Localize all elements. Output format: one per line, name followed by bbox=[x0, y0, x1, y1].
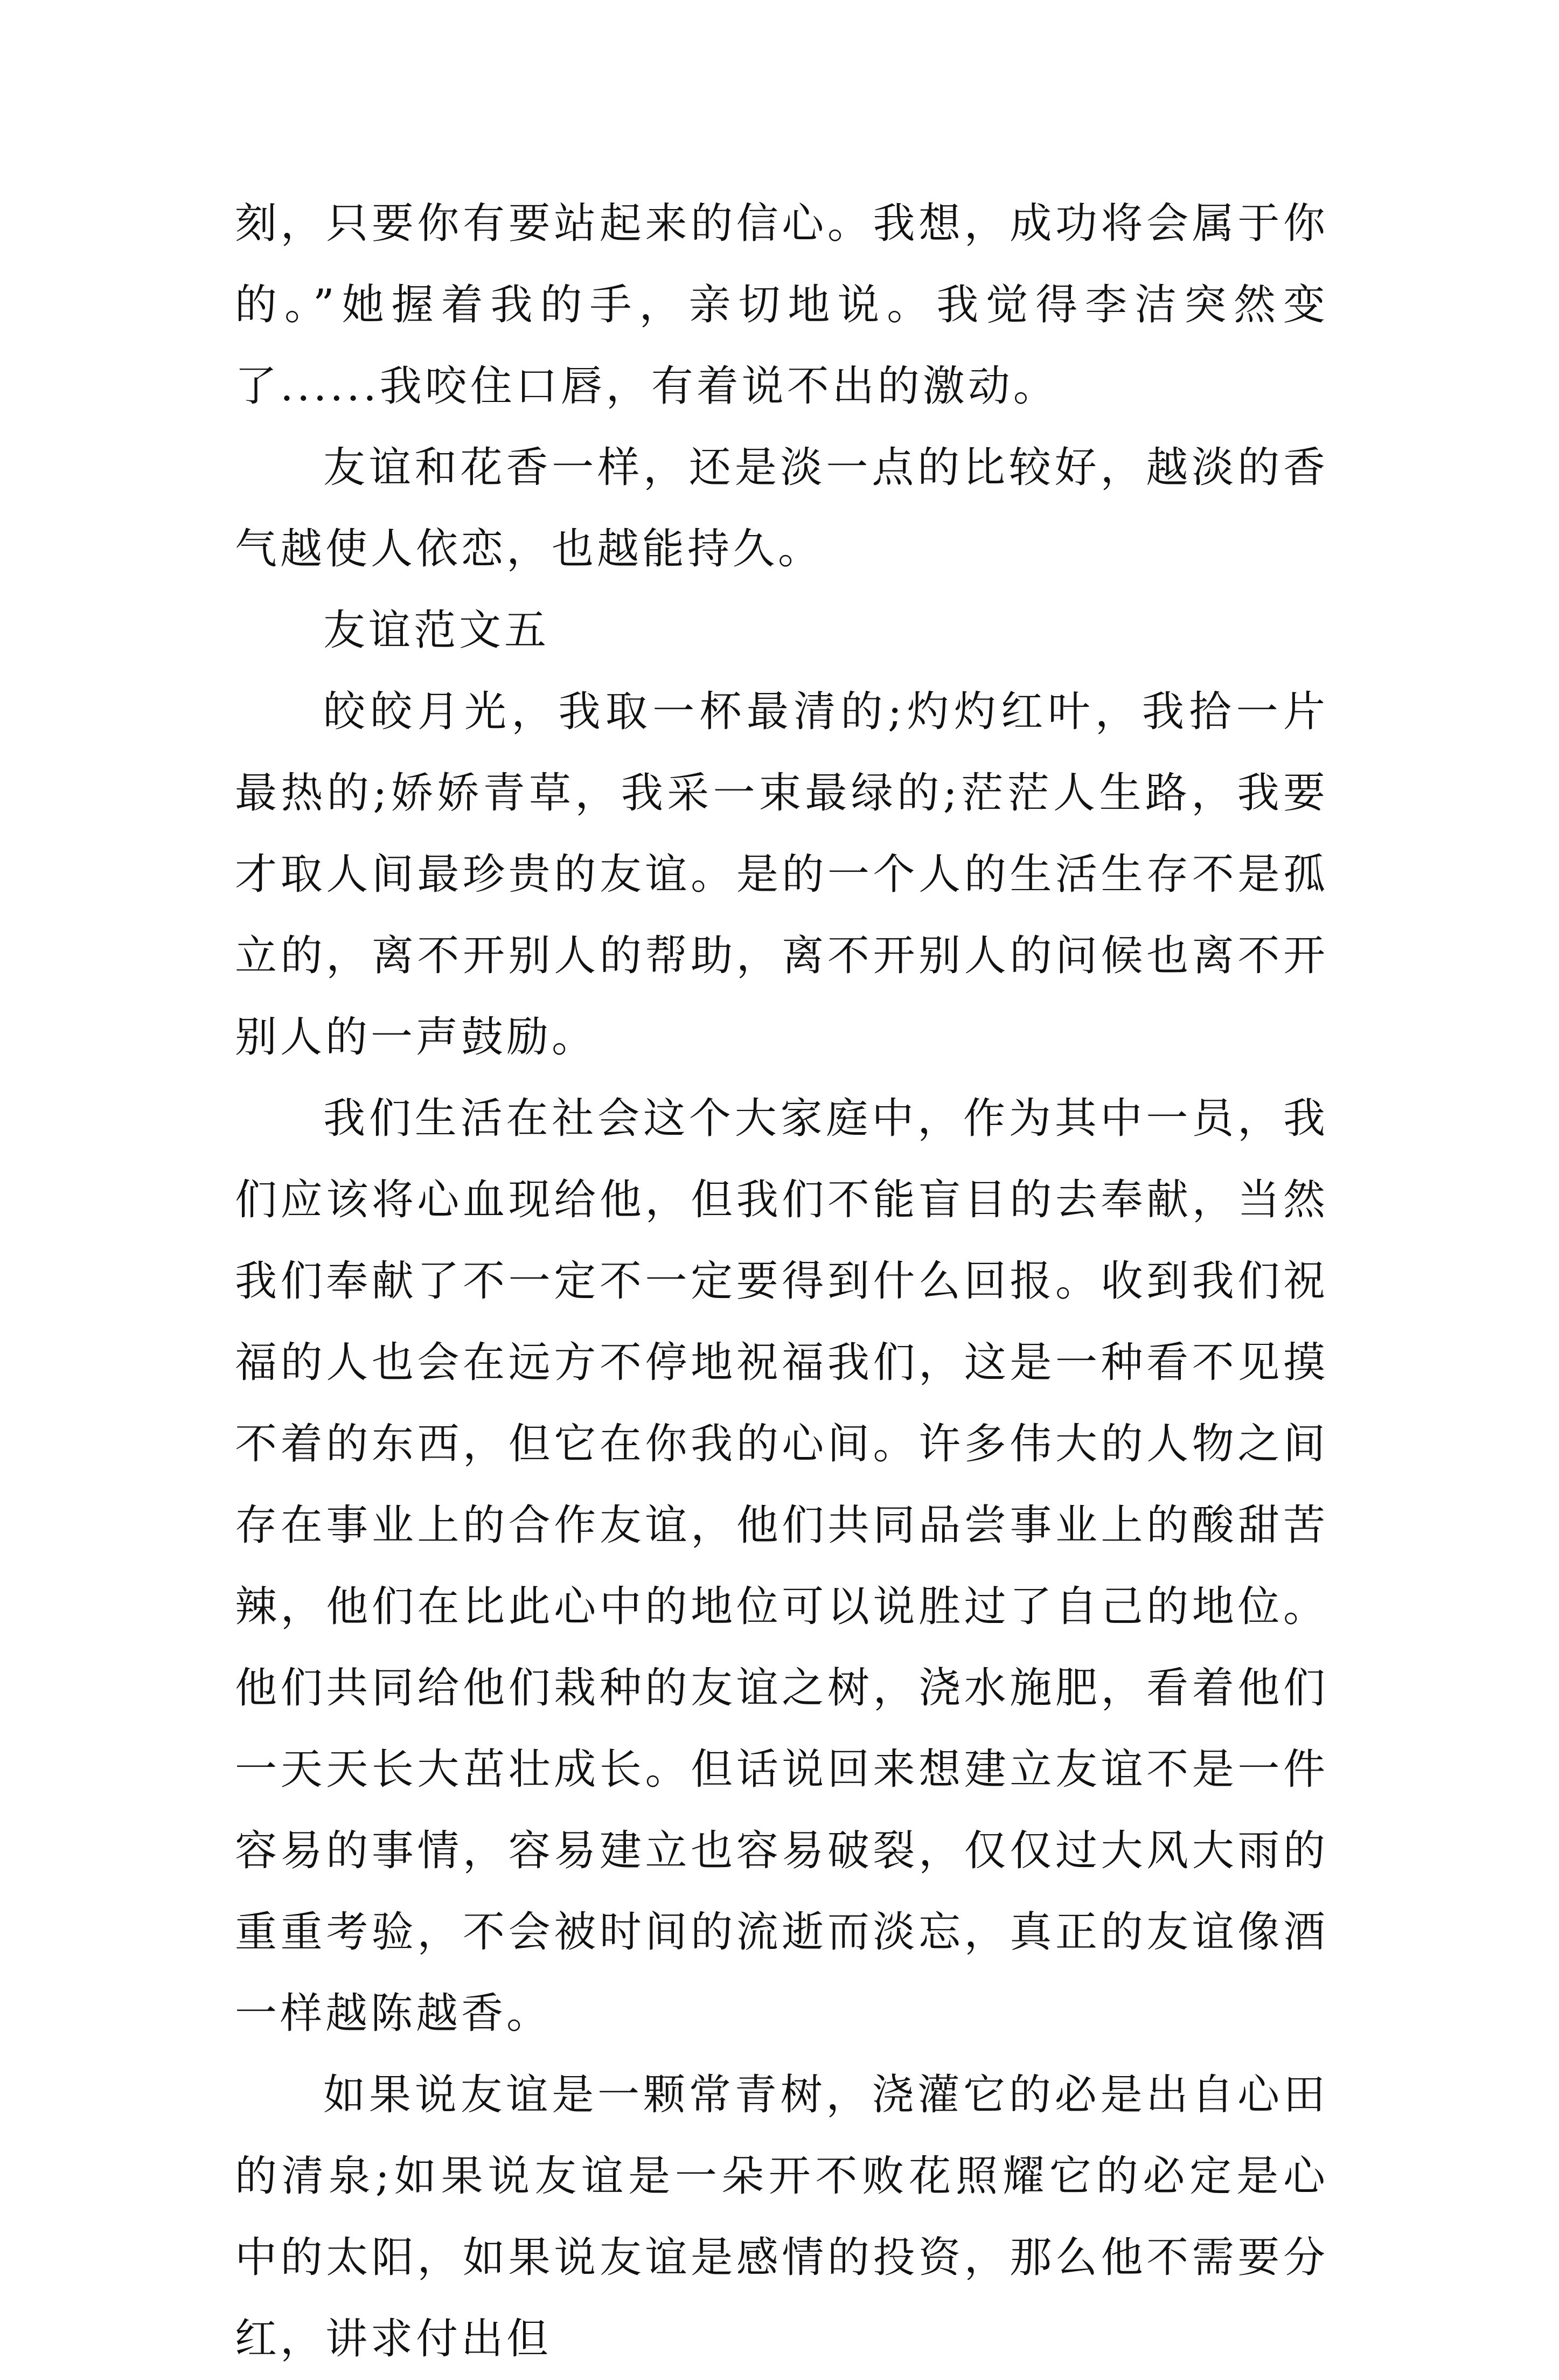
paragraph-moonlight: 皎皎月光，我取一杯最清的;灼灼红叶，我拾一片最热的;娇娇青草，我采一束最绿的;茫茫人生路，我要才取人间最珍贵的友谊。是的一个人的生活生存不是孤立的，离不开别人的帮助，离不开别人的问候也离不开别人的一声鼓励。 bbox=[235, 688, 1328, 1061]
document-body bbox=[235, 183, 1328, 2380]
paragraph-society: 我们生活在社会这个大家庭中，作为其中一员，我们应该将心血现给他，但我们不能盲目的去奉献，当然我们奉献了不一定不一定要得到什么回报。收到我们祝福的人也会在远方不停地祝福我们，这是一种看不见摸不着的东西，但它在你我的心间。许多伟大的人物之间存在事业上的合作友谊，他们共同品尝事业上的酸甜苦辣，他们在比此心中的地位可以说胜过了自己的地位。他们共同给他们栽种的友谊之树，浇水施肥，看着他们一天天长大茁壮成长。但话说回来想建立友谊不是一件容易的事情，容易建立也容易破裂，仅仅过大风大雨的重重考验，不会被时间的流逝而淡忘，真正的友谊像酒一样越陈越香。 bbox=[235, 1094, 1328, 2038]
paragraph-evergreen: 如果说友谊是一颗常青树，浇灌它的必是出自心田的清泉;如果说友谊是一朵开不败花照耀它的必定是心中的太阳，如果说友谊是感情的投资，那么他不需要分红，讲求付出但 bbox=[235, 2071, 1328, 2363]
paragraph-flower-fragrance: 友谊和花香一样，还是淡一点的比较好，越淡的香气越使人依恋，也越能持久。 bbox=[235, 443, 1328, 573]
section-heading: 友谊范文五 bbox=[323, 606, 550, 655]
paragraph-continuation: 刻，只要你有要站起来的信心。我想，成功将会属于你的。”她握着我的手，亲切地说。我觉得李洁突然变了......我咬住口唇，有着说不出的激动。 bbox=[235, 199, 1328, 411]
